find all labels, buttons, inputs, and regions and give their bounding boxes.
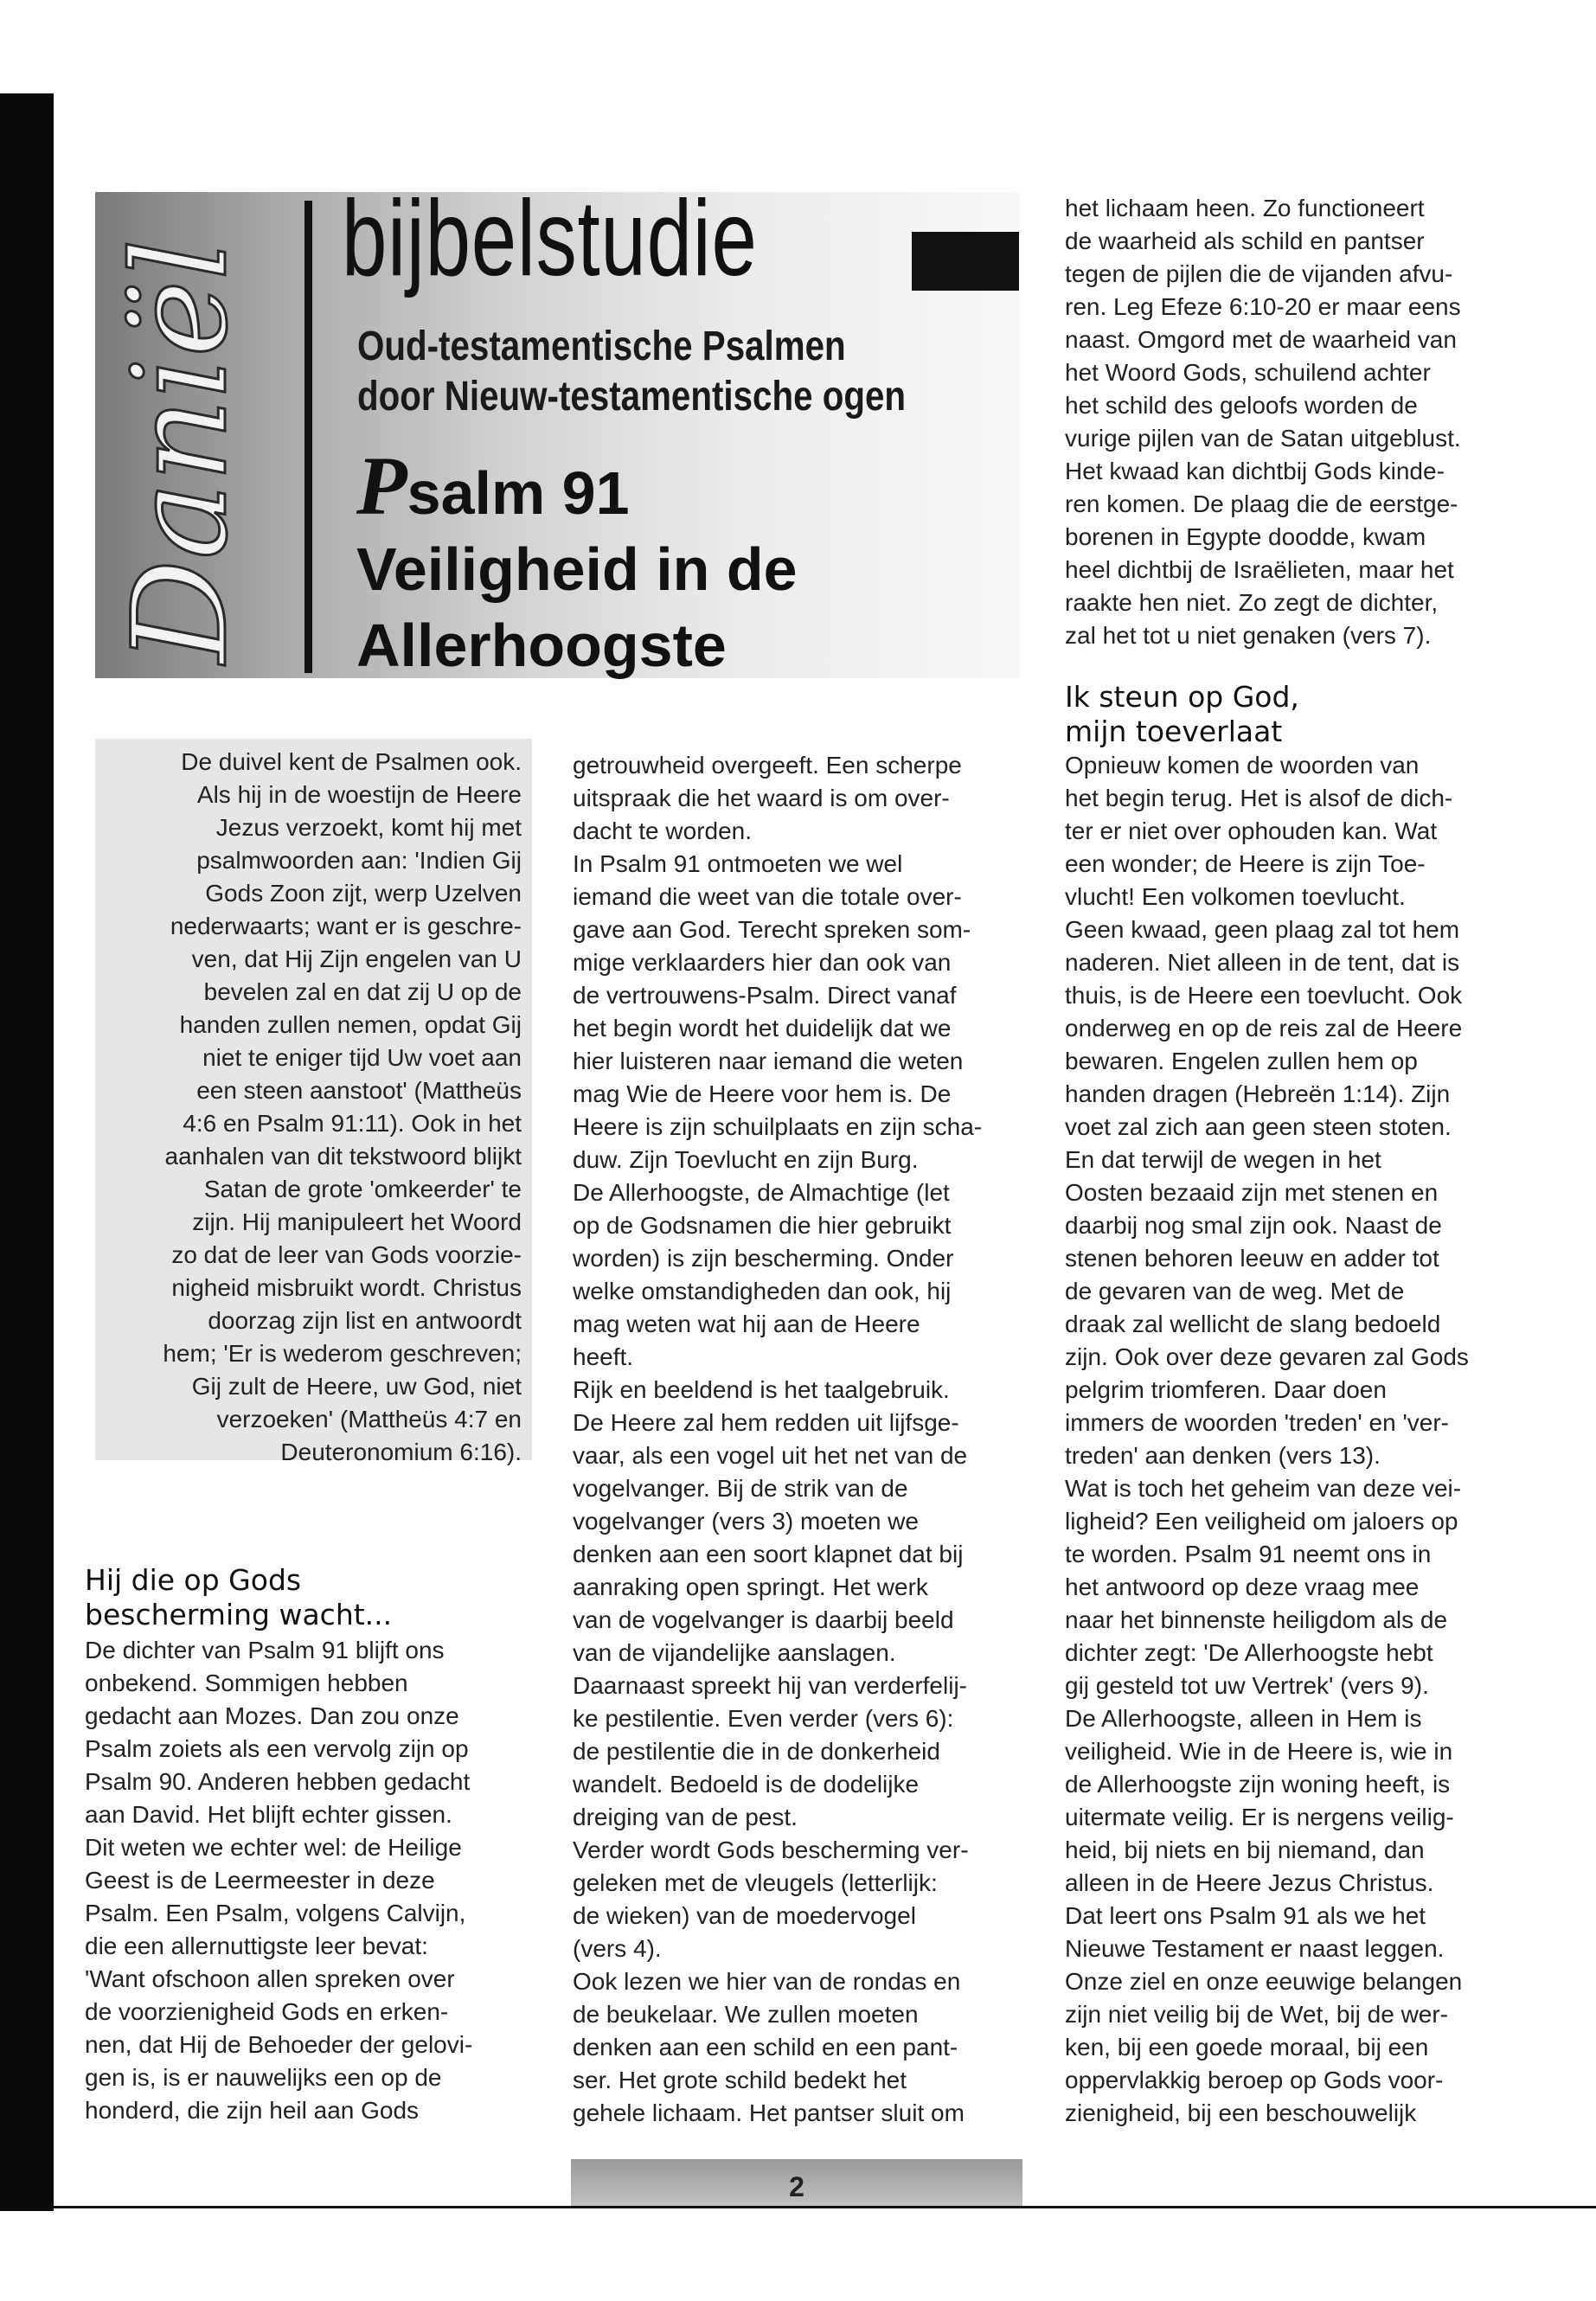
text-line: gehele lichaam. Het pantser sluit om — [573, 2099, 965, 2126]
left-scan-edge — [0, 93, 54, 2211]
text-line: Jezus verzoekt, komt hij met — [215, 814, 522, 841]
text-line: de vertrouwens-Psalm. Direct vanaf — [573, 982, 957, 1009]
text-line: doorzag zijn list en antwoordt — [208, 1307, 522, 1334]
text-line: mag Wie de Heere voor hem is. De — [573, 1080, 952, 1107]
title-black-block — [912, 232, 1019, 291]
text-line: het lichaam heen. Zo functioneert — [1065, 195, 1425, 221]
article-heading-line: Allerhoogste — [356, 612, 727, 679]
text-line: honderd, die zijn heil aan Gods — [85, 2097, 420, 2124]
text-line: welke omstandigheden dan ook, hij — [573, 1278, 952, 1304]
text-line: nederwaarts; want er is geschre- — [170, 913, 522, 939]
text-line: aan David. Het blijft echter gissen. — [85, 1801, 452, 1828]
page-title: bijbelstudie — [342, 179, 758, 298]
text-line: ser. Het grote schild bedekt het — [573, 2067, 907, 2093]
text-line: heeft. — [573, 1343, 634, 1370]
heading-line: bescherming wacht... — [85, 1598, 393, 1631]
text-line: zijn. Ook over deze gevaren zal Gods — [1065, 1343, 1469, 1370]
subtitle-line: door Nieuw-testamentische ogen — [357, 374, 907, 420]
text-line: ke pestilentie. Even verder (vers 6): — [573, 1705, 954, 1732]
text-line: Rijk en beeldend is het taalgebruik. — [573, 1376, 950, 1403]
text-line: thuis, is de Heere een toevlucht. Ook — [1065, 982, 1463, 1009]
text-line: voet zal zich aan geen steen stoten. — [1065, 1113, 1452, 1140]
text-line: heid, bij niets en bij niemand, dan — [1065, 1836, 1425, 1863]
text-line: denken aan een soort klapnet dat bij — [573, 1541, 964, 1567]
text-line: niet te eniger tijd Uw voet aan — [202, 1044, 522, 1071]
text-line: Psalm zoiets als een vervolg zijn op — [85, 1735, 469, 1762]
heading-line: mijn toeverlaat — [1065, 715, 1283, 748]
text-line: borenen in Egypte doodde, kwam — [1065, 523, 1426, 550]
text-line: zijn. Hij manipuleert het Woord — [192, 1208, 522, 1235]
text-line: een wonder; de Heere is zijn Toe- — [1065, 850, 1426, 877]
text-line: gij gesteld tot uw Vertrek' (vers 9). — [1065, 1672, 1429, 1699]
text-line: 'Want ofschoon allen spreken over — [85, 1965, 455, 1992]
bottom-rule — [54, 2206, 1596, 2208]
text-line: mag weten wat hij aan de Heere — [573, 1311, 920, 1337]
text-line: (vers 4). — [573, 1935, 662, 1962]
text-line: Het kwaad kan dichtbij Gods kinde- — [1065, 458, 1445, 484]
text-line: naast. Omgord met de waarheid van — [1065, 326, 1457, 353]
text-line: In Psalm 91 ontmoeten we wel — [573, 850, 903, 877]
text-line: heel dichtbij de Israëlieten, maar het — [1065, 556, 1454, 583]
text-line: ter er niet over ophouden kan. Wat — [1065, 817, 1438, 844]
section-2-text — [1065, 749, 1549, 2130]
text-line: gen is, is er nauwelijks een op de — [85, 2064, 442, 2091]
text-line: oppervlakkig beroep op Gods voor- — [1065, 2067, 1444, 2093]
subtitle — [357, 322, 906, 422]
text-line: zal het tot u niet genaken (vers 7). — [1065, 622, 1432, 649]
text-line: het schild des geloofs worden de — [1065, 392, 1418, 419]
page-number-tab — [571, 2159, 1022, 2206]
header-vertical-rule — [304, 201, 312, 673]
text-line: Psalm. Een Psalm, volgens Calvijn, — [85, 1900, 466, 1926]
text-line: aanhalen van dit tekstwoord blijkt — [164, 1143, 522, 1170]
text-line: het begin wordt het duidelijk dat we — [573, 1015, 952, 1042]
daniel-script-text: Daniël — [106, 238, 256, 663]
text-line: de wieken) van de moedervogel — [573, 1902, 916, 1929]
text-line: nigheid misbruikt wordt. Christus — [171, 1274, 522, 1301]
text-line: mige verklaarders hier dan ook van — [573, 949, 952, 976]
text-line: te worden. Psalm 91 neemt ons in — [1065, 1541, 1432, 1567]
text-line: Opnieuw komen de woorden van — [1065, 752, 1420, 779]
heading-line: Hij die op Gods — [85, 1563, 302, 1597]
psalm-number-line — [356, 439, 798, 532]
text-line: de Allerhoogste zijn woning heeft, is — [1065, 1771, 1451, 1798]
text-line: vlucht! Een volkomen toevlucht. — [1065, 883, 1406, 910]
text-line: veiligheid. Wie in de Heere is, wie in — [1065, 1738, 1453, 1765]
text-line: onderweg en op de reis zal de Heere — [1065, 1015, 1463, 1042]
text-line: Gods Zoon zijt, werp Uzelven — [205, 880, 522, 907]
text-line: uitspraak die het waard is om over- — [573, 785, 950, 811]
text-line: dreiging van de pest. — [573, 1804, 798, 1830]
text-line: die een allernuttigste leer bevat: — [85, 1932, 428, 1959]
text-line: Dit weten we echter wel: de Heilige — [85, 1834, 462, 1861]
text-line: naar het binnenste heiligdom als de — [1065, 1606, 1448, 1633]
text-line: ligheid? Een veiligheid om jaloers op — [1065, 1508, 1458, 1535]
text-line: Geen kwaad, geen plaag zal tot hem — [1065, 916, 1460, 943]
text-line: de beukelaar. We zullen moeten — [573, 2001, 919, 2028]
text-line: De duivel kent de Psalmen ook. — [181, 748, 522, 775]
text-line: aanraking open springt. Het werk — [573, 1574, 928, 1600]
text-line: De Allerhoogste, de Almachtige (let — [573, 1179, 950, 1206]
text-line: ren komen. De plaag die de eerstge- — [1065, 490, 1458, 517]
heading-line: Ik steun op God, — [1065, 680, 1299, 714]
text-line: van de vogelvanger is daarbij beeld — [573, 1606, 954, 1633]
text-line: onbekend. Sommigen hebben — [85, 1670, 408, 1696]
psalm-number: salm 91 — [407, 459, 630, 527]
text-line: hem; 'Er is wederom geschreven; — [163, 1340, 522, 1367]
article-heading — [356, 439, 798, 683]
text-line: Geest is de Leermeester in deze — [85, 1867, 435, 1894]
text-line: bewaren. Engelen zullen hem op — [1065, 1048, 1418, 1074]
text-line: vurige pijlen van de Satan uitgeblust. — [1065, 425, 1461, 452]
text-line: getrouwheid overgeeft. Een scherpe — [573, 752, 962, 779]
intro-text — [102, 746, 522, 1469]
text-line: op de Godsnamen die hier gebruikt — [573, 1212, 952, 1239]
text-line: Heere is zijn schuilplaats en zijn scha- — [573, 1113, 983, 1140]
section-heading-1 — [85, 1563, 392, 1632]
middle-column-text — [573, 749, 1027, 2130]
text-line: wandelt. Bedoeld is de dodelijke — [573, 1771, 920, 1798]
text-line: gedacht aan Mozes. Dan zou onze — [85, 1702, 459, 1729]
text-line: De Heere zal hem redden uit lijfsge- — [573, 1409, 959, 1436]
text-line: handen dragen (Hebreën 1:14). Zijn — [1065, 1080, 1451, 1107]
text-line: van de vijandelijke aanslagen. — [573, 1639, 896, 1666]
text-line: De dichter van Psalm 91 blijft ons — [85, 1637, 445, 1663]
text-line: de voorzienigheid Gods en erken- — [85, 1998, 449, 2025]
text-line: immers de woorden 'treden' en 'ver- — [1065, 1409, 1450, 1436]
daniel-logo — [95, 192, 296, 678]
text-line: vogelvanger. Bij de strik van de — [573, 1475, 908, 1502]
article-heading-line: Veiligheid in de — [356, 535, 798, 603]
page-number: 2 — [789, 2171, 804, 2202]
text-line: duw. Zijn Toevlucht en zijn Burg. — [573, 1146, 919, 1173]
text-line: stenen behoren leeuw en adder tot — [1065, 1245, 1439, 1272]
text-line: geleken met de vleugels (letterlijk: — [573, 1869, 938, 1896]
text-line: ven, dat Hij Zijn engelen van U — [191, 945, 522, 972]
text-line: Gij zult de Heere, uw God, niet — [191, 1373, 522, 1400]
text-line: de gevaren van de weg. Met de — [1065, 1278, 1405, 1304]
text-line: alleen in de Heere Jezus Christus. — [1065, 1869, 1434, 1896]
text-line: raakte hen niet. Zo zegt de dichter, — [1065, 589, 1439, 616]
text-line: de waarheid als schild en pantser — [1065, 228, 1425, 254]
text-line: zienigheid, bij een beschouwelijk — [1065, 2099, 1417, 2126]
text-line: En dat terwijl de wegen in het — [1065, 1146, 1381, 1173]
text-line: zo dat de leer van Gods voorzie- — [171, 1241, 522, 1268]
text-line: het Woord Gods, schuilend achter — [1065, 359, 1431, 386]
text-line: iemand die weet van die totale over- — [573, 883, 962, 910]
text-line: ken, bij een goede moraal, bij een — [1065, 2034, 1429, 2061]
text-line: worden) is zijn bescherming. Onder — [573, 1245, 954, 1272]
text-line: Wat is toch het geheim van deze vei- — [1065, 1475, 1462, 1502]
text-line: Verder wordt Gods bescherming ver- — [573, 1836, 969, 1863]
text-line: psalmwoorden aan: 'Indien Gij — [196, 847, 522, 874]
text-line: daarbij nog smal zijn ook. Naast de — [1065, 1212, 1442, 1239]
text-line: Nieuwe Testament er naast leggen. — [1065, 1935, 1445, 1962]
right-column-top-text — [1065, 192, 1549, 652]
text-line: dichter zegt: 'De Allerhoogste hebt — [1065, 1639, 1433, 1666]
text-line: een steen aanstoot' (Mattheüs — [196, 1077, 522, 1104]
text-line: Deuteronomium 6:16). — [280, 1439, 522, 1465]
subtitle-line: Oud-testamentische Psalmen — [357, 324, 846, 369]
text-line: Psalm 90. Anderen hebben gedacht — [85, 1768, 471, 1795]
text-line: uitermate veilig. Er is nergens veilig- — [1065, 1804, 1454, 1830]
text-line: Als hij in de woestijn de Heere — [196, 781, 522, 808]
text-line: vaar, als een vogel uit het net van de — [573, 1442, 968, 1469]
text-line: Daarnaast spreekt hij van verderfelij- — [573, 1672, 967, 1699]
text-line: gave aan God. Terecht spreken som- — [573, 916, 971, 943]
text-line: het begin terug. Het is alsof de dich- — [1065, 785, 1453, 811]
text-line: ren. Leg Efeze 6:10-20 er maar eens — [1065, 293, 1461, 320]
text-line: pelgrim triomferen. Daar doen — [1065, 1376, 1387, 1403]
text-line: dacht te worden. — [573, 817, 753, 844]
text-line: bevelen zal en dat zij U op de — [203, 978, 522, 1005]
text-line: Satan de grote 'omkeerder' te — [203, 1176, 522, 1202]
text-line: zijn niet veilig bij de Wet, bij de wer- — [1065, 2001, 1449, 2028]
text-line: Ook lezen we hier van de rondas en — [573, 1968, 961, 1995]
text-line: nen, dat Hij de Behoeder der gelovi- — [85, 2031, 473, 2058]
text-line: tegen de pijlen die de vijanden afvu- — [1065, 260, 1453, 287]
text-line: 4:6 en Psalm 91:11). Ook in het — [183, 1110, 522, 1137]
text-line: treden' aan denken (vers 13). — [1065, 1442, 1381, 1469]
text-line: hier luisteren naar iemand die weten — [573, 1048, 964, 1074]
section-1-text — [85, 1634, 535, 2127]
text-line: Onze ziel en onze eeuwige belangen — [1065, 1968, 1463, 1995]
text-line: Dat leert ons Psalm 91 als we het — [1065, 1902, 1426, 1929]
text-line: Oosten bezaaid zijn met stenen en — [1065, 1179, 1439, 1206]
text-line: De Allerhoogste, alleen in Hem is — [1065, 1705, 1422, 1732]
text-line: draak zal wellicht de slang bedoeld — [1065, 1311, 1441, 1337]
text-line: naderen. Niet alleen in de tent, dat is — [1065, 949, 1460, 976]
text-line: verzoeken' (Mattheüs 4:7 en — [216, 1406, 522, 1433]
text-line: vogelvanger (vers 3) moeten we — [573, 1508, 919, 1535]
psalm-drop-cap: P — [356, 439, 407, 532]
text-line: denken aan een schild en een pant- — [573, 2034, 958, 2061]
text-line: de pestilentie die in de donkerheid — [573, 1738, 940, 1765]
text-line: het antwoord op deze vraag mee — [1065, 1574, 1420, 1600]
section-heading-2 — [1065, 680, 1299, 749]
text-line: handen zullen nemen, opdat Gij — [179, 1011, 522, 1038]
